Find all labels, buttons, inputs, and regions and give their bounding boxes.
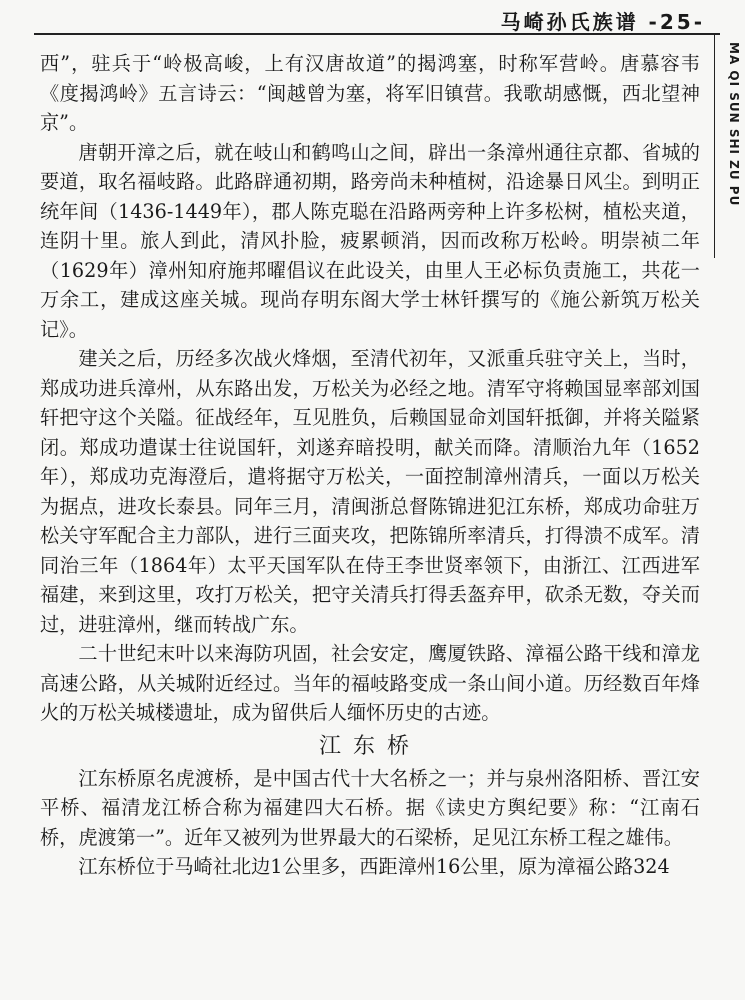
section-paragraph-1: 江东桥原名虎渡桥，是中国古代十大名桥之一；并与泉州洛阳桥、晋江安平桥、福清龙江桥合称为福建四大石桥。据《读史方舆纪要》称：“江南石桥，虎渡第一”。近年又被列为世界最大的石梁桥，足见江东桥工程之雄伟。 — [40, 766, 700, 849]
paragraph-1: 西”，驻兵于“岭极高峻，上有汉唐故道”的揭鸿塞，时称军营岭。唐慕容韦《度揭鸿岭》五言诗云：“闽越曾为塞，将军旧镇营。我歌胡感慨，西北望神京”。 — [40, 52, 700, 134]
side-pinyin-label: MA QI SUN SHI ZU PU — [727, 42, 741, 207]
section-paragraph-2: 江东桥位于马崎社北边1公里多，西距漳州16公里，原为漳福公路324 — [78, 855, 670, 878]
header-rule — [34, 33, 720, 35]
running-header-title: 马崎孙氏族谱 -25- — [500, 10, 705, 34]
paragraph-4: 二十世纪末叶以来海防巩固，社会安定，鹰厦铁路、漳福公路干线和漳龙高速公路，从关城附近经过。当年的福岐路变成一条山间小道。历经数百年烽火的万松关城楼遗址，成为留供后人缅怀历史的古迹。 — [40, 642, 700, 724]
side-rule — [714, 33, 715, 258]
section-title: 江东桥 — [318, 733, 421, 759]
page-body — [40, 49, 700, 882]
paragraph-2: 唐朝开漳之后，就在岐山和鹤鸣山之间，辟出一条漳州通往京都、省城的要道，取名福岐路。此路辟通初期，路旁尚未种植树，沿途暴日风尘。到明正统年间（1436-1449年），郡人陈克聪在沿路两旁种上许多松树，植松夹道，连阴十里。旅人到此，清风扑脸，疲累顿消，因而改称万松岭。明崇祯二年（1629年）漳州知府施邦曜倡议在此设关，由里人王必标负责施工，共花一万余工，建成这座关城。现尚存明东阁大学士林钎撰写的《施公新筑万松关记》。 — [40, 140, 700, 341]
page-header — [0, 0, 745, 38]
paragraph-3: 建关之后，历经多次战火烽烟，至清代初年，又派重兵驻守关上，当时，郑成功进兵漳州，从东路出发，万松关为必经之地。清军守将赖国显率部刘国轩把守这个关隘。征战经年，互见胜负，后赖国显命刘国轩抵御，并将关隘紧闭。郑成功遣谋士往说国轩，刘遂弃暗投明，献关而降。清顺治九年（1652年），郑成功克海澄后，遣将据守万松关，一面控制漳州清兵，一面以万松关为据点，进攻长泰县。同年三月，清闽浙总督陈锦进犯江东桥，郑成功命驻万松关守军配合主力部队，进行三面夹攻，把陈锦所率清兵，打得溃不成军。清同治三年（1864年）太平天国军队在侍王李世贤率领下，由浙江、江西进军福建，来到这里，攻打万松关，把守关清兵打得丢盔弃甲，砍杀无数，夺关而过，进驻漳州，继而转战广东。 — [40, 347, 700, 636]
